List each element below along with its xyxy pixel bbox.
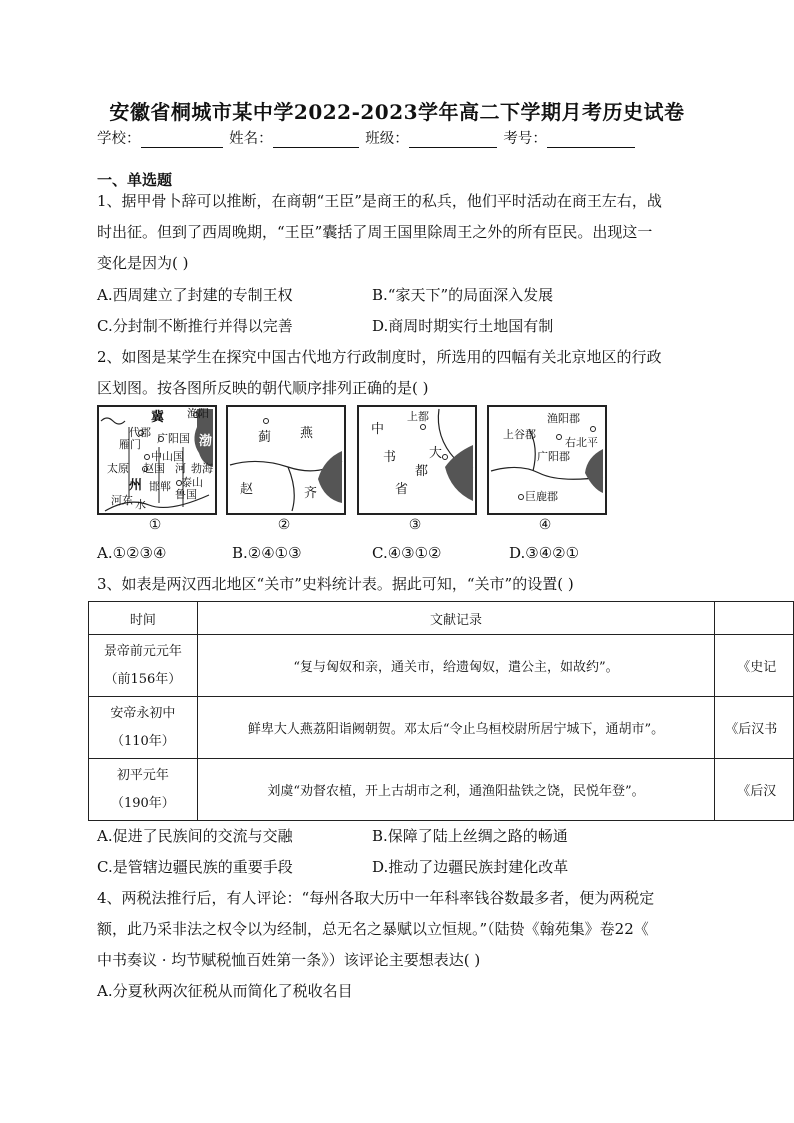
- maps-figure: [97, 405, 598, 537]
- time-cell: 初平元年: [116, 767, 169, 783]
- question-1-line-1: 1、据甲骨卜辞可以推断，在商朝“王臣”是商王的私兵，他们平时活动在商王左右，战: [97, 192, 662, 210]
- table-row: [89, 635, 794, 697]
- question-4-line-1: 4、两税法推行后，有人评论：“每州各取大历中一年科率钱谷数最多者，便为两税定: [97, 889, 655, 907]
- map-1-label: 太原: [107, 462, 129, 475]
- time-cell: （190年）: [110, 795, 175, 811]
- q3-option-c[interactable]: C.是管辖边疆民族的重要手段: [97, 858, 293, 876]
- q1-option-c[interactable]: C.分封制不断推行并得以完善: [97, 317, 293, 335]
- map-4: [487, 405, 607, 515]
- q1-option-d[interactable]: D.商周时期实行土地国有制: [372, 317, 554, 335]
- question-1-line-2: 时出征。但到了西周晚期，“王臣”囊括了周王国里除周王之外的所有臣民。出现这一: [97, 223, 653, 241]
- time-cell: （前156年）: [104, 671, 182, 687]
- q2-option-b[interactable]: B.②④①③: [232, 544, 302, 562]
- map-1-label: 邯郸: [149, 480, 171, 493]
- table-header-source: [715, 602, 794, 635]
- map-2-caption: ②: [277, 517, 291, 533]
- question-4-line-3: 中书奏议 · 均节赋税恤百姓第一条》）该评论主要想表达( ): [97, 951, 481, 969]
- map-1-label: 泰山: [181, 476, 203, 489]
- table-header-record: 文献记录: [197, 602, 714, 635]
- class-field[interactable]: [409, 133, 497, 148]
- source-cell: 《后汉: [715, 759, 794, 821]
- map-3-label: 都: [415, 464, 429, 479]
- q4-option-a[interactable]: A.分夏秋两次征税从而简化了税收名目: [97, 982, 353, 1000]
- time-cell: 景帝前元元年: [103, 643, 182, 659]
- student-info-line: [97, 127, 637, 148]
- q2-option-c[interactable]: C.④③①②: [372, 544, 442, 562]
- question-3-line-1: 3、如表是两汉西北地区“关市”史料统计表。据此可知，“关市”的设置( ): [97, 575, 574, 593]
- record-cell: 鲜卑大人燕荔阳诣阙朝贺。邓太后“令止乌桓校尉所居宁城下，通胡市”。: [197, 697, 714, 759]
- map-2-label: 齐: [304, 486, 318, 501]
- map-4-label: 渔阳郡: [547, 412, 580, 425]
- source-cell: 《史记: [715, 635, 794, 697]
- map-3-label: 上都: [407, 410, 429, 423]
- map-1-label: 河东: [111, 494, 133, 507]
- map-1-label: 冀: [151, 410, 165, 425]
- q2-option-a[interactable]: A.①②③④: [97, 544, 167, 562]
- map-3-caption: ③: [408, 517, 422, 533]
- name-label: 姓名：: [229, 131, 273, 147]
- map-4-label: 巨鹿郡: [525, 490, 558, 503]
- map-3-label: 书: [383, 450, 397, 465]
- q3-option-d[interactable]: D.推动了边疆民族封建化改革: [372, 858, 569, 876]
- record-cell: “复与匈奴和亲，通关市，给遗匈奴，遣公主，如故约”。: [197, 635, 714, 697]
- question-2-line-2: 区划图。按各图所反映的朝代顺序排列正确的是( ): [97, 379, 429, 397]
- class-label: 班级：: [365, 131, 409, 147]
- map-2-graphic: [228, 407, 344, 513]
- map-4-label: 右北平: [565, 436, 598, 449]
- map-1-label: 雁门: [119, 438, 141, 451]
- source-table: [88, 601, 794, 821]
- number-label: 考号：: [503, 131, 547, 147]
- map-2: [226, 405, 346, 515]
- map-2-label: 蓟: [258, 430, 272, 445]
- map-1-label: 州: [129, 478, 143, 493]
- table-header-time: 时间: [89, 602, 198, 635]
- map-1: [97, 405, 217, 515]
- school-field[interactable]: [141, 133, 223, 148]
- map-1-label: 鲁国: [175, 488, 197, 501]
- map-1-label: 代郡: [129, 426, 151, 439]
- map-2-label: 燕: [300, 426, 314, 441]
- name-field[interactable]: [273, 133, 359, 148]
- map-3-label: 大: [429, 446, 443, 461]
- question-4-line-2: 额，此乃采非法之权令以为经制，总无名之暴赋以立恒规。”（陆贽《翰苑集》卷22《: [97, 920, 649, 938]
- time-cell: （110年）: [110, 733, 175, 749]
- map-1-label: 渤: [199, 434, 213, 449]
- map-3-label: 中: [371, 422, 385, 437]
- map-2-label: 赵: [240, 482, 254, 497]
- map-1-label: 勃海: [191, 462, 213, 475]
- number-field[interactable]: [547, 133, 635, 148]
- map-3: [357, 405, 477, 515]
- question-2-line-1: 2、如图是某学生在探究中国古代地方行政制度时，所选用的四幅有关北京地区的行政: [97, 348, 662, 366]
- map-3-label: 省: [395, 482, 409, 497]
- map-1-label: 河: [175, 462, 186, 475]
- table-row: [89, 697, 794, 759]
- map-4-caption: ④: [538, 517, 552, 533]
- section-title: 一、单选题: [97, 171, 173, 189]
- map-1-label: 中山国: [151, 450, 184, 463]
- map-1-label: 水: [135, 498, 146, 511]
- record-cell: 刘虞“劝督农植，开上古胡市之利，通渔阳盐铁之饶，民悦年登”。: [197, 759, 714, 821]
- q1-option-a[interactable]: A.西周建立了封建的专制王权: [97, 286, 293, 304]
- source-cell: 《后汉书: [715, 697, 794, 759]
- map-4-label: 广阳郡: [537, 450, 570, 463]
- map-1-caption: ①: [148, 517, 162, 533]
- q3-option-a[interactable]: A.促进了民族间的交流与交融: [97, 827, 293, 845]
- q3-option-b[interactable]: B.保障了陆上丝绸之路的畅通: [372, 827, 568, 845]
- q1-option-b[interactable]: B.“家天下”的局面深入发展: [372, 286, 554, 304]
- question-1-line-3: 变化是因为( ): [97, 254, 189, 272]
- school-label: 学校：: [97, 131, 141, 147]
- map-1-label: 赵国: [143, 462, 165, 475]
- map-1-label: 广阳国: [157, 432, 190, 445]
- map-4-label: 上谷郡: [503, 428, 536, 441]
- q2-option-d[interactable]: D.③④②①: [509, 544, 580, 562]
- table-row: [89, 759, 794, 821]
- exam-title: 安徽省桐城市某中学2022-2023学年高二下学期月考历史试卷: [109, 100, 685, 124]
- map-1-label: 渔阳: [187, 407, 209, 420]
- time-cell: 安帝永初中: [110, 705, 176, 721]
